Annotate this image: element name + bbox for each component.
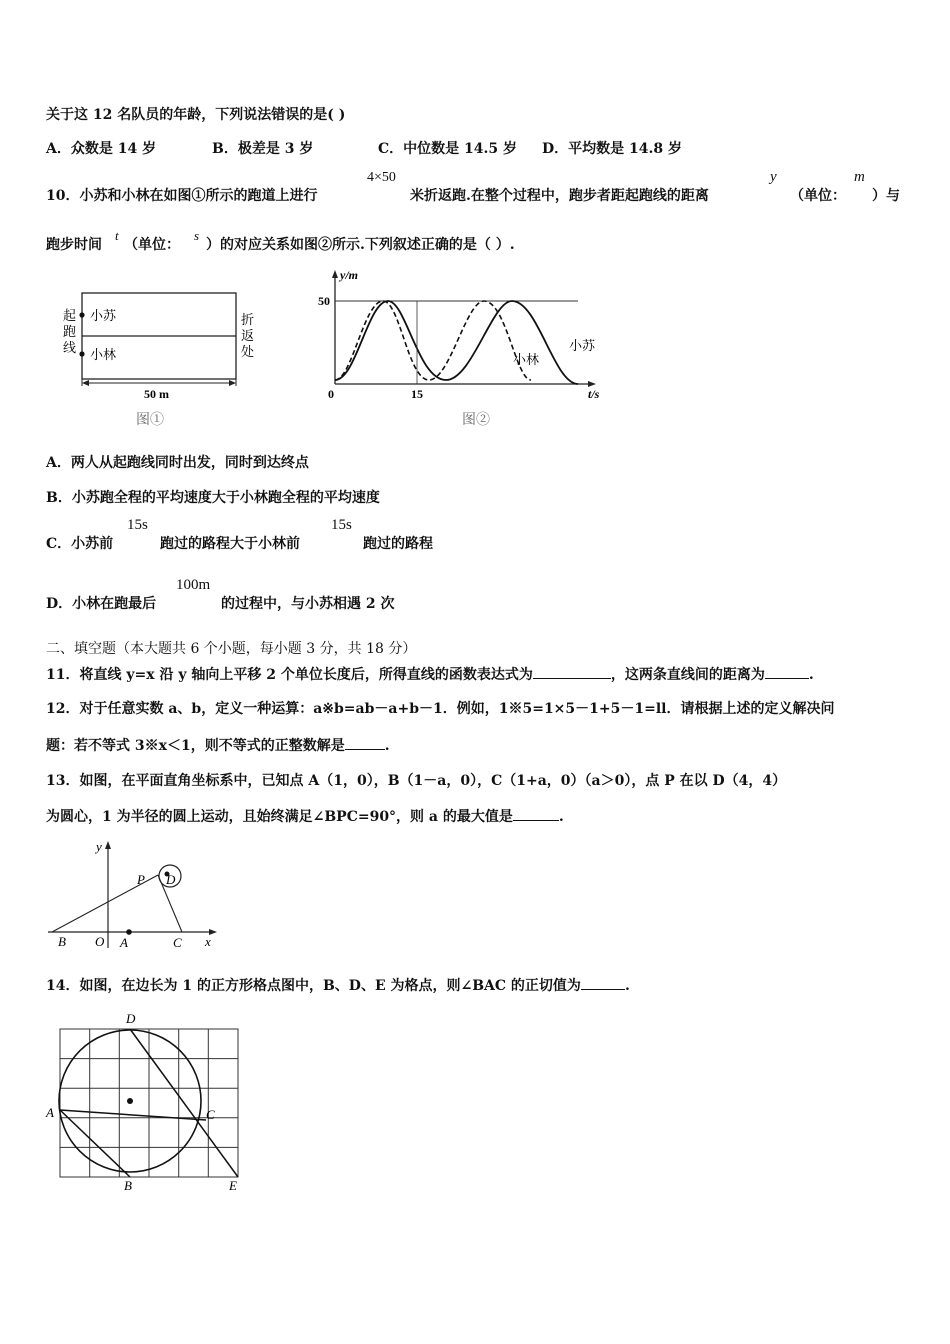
q10-fig1-lin-dot (79, 351, 84, 356)
q14-label-c: C (206, 1107, 215, 1122)
q14-grid (60, 1029, 238, 1177)
q10-option-c-part2: 跑过的路程大于小林前 (160, 536, 300, 552)
q12-line2-end: . (384, 738, 390, 754)
q10-fig1-turn-3: 处 (241, 344, 255, 359)
q13-blank[interactable] (513, 820, 559, 821)
q14-center-point (127, 1098, 133, 1104)
q10-text-part4: ）与 (872, 188, 900, 204)
q10-math-y: y (770, 169, 777, 185)
q14-text-part1: 14．如图，在边长为 1 的正方形格点图中，B、D、E 为格点，则∠BAC 的正切值为 (46, 978, 581, 994)
q13-label-y: y (96, 839, 102, 854)
q13-figure (46, 836, 226, 956)
q13-point-a (126, 929, 132, 935)
q10-text-part3: （单位： (790, 188, 846, 204)
q12-line1: 12．对于任意实数 a、b，定义一种运算：a※b=ab－a+b－1．例如，1※5=1×5－1+5－1=ll．请根据上述的定义解决问 (46, 701, 835, 717)
q13-line2-text: 为圆心，1 为半径的圆上运动，且始终满足∠BPC=90°，则 a 的最大值是 (46, 809, 513, 825)
q10-text-line2a: 跑步时间 (46, 237, 102, 253)
q14-label-e: E (229, 1178, 237, 1193)
q13-label-d: D (166, 872, 176, 887)
q10-fig1-runner-lin: 小林 (90, 347, 117, 362)
q14-figure (44, 1008, 254, 1198)
q10-fig1-start-2: 跑 (63, 324, 77, 339)
q10-fig1-su-dot (79, 312, 84, 317)
q14-label-d: D (126, 1011, 136, 1026)
q9-stem: 关于这 12 名队员的年龄，下列说法错误的是( ) (46, 107, 346, 123)
q10-fig1-runner-su: 小苏 (90, 308, 117, 323)
q10-option-c-part3: 跑过的路程 (363, 536, 433, 552)
q9-option-b: B．极差是 3 岁 (212, 141, 314, 157)
q10-option-d-part2: 的过程中，与小苏相遇 2 次 (221, 596, 395, 612)
q10-fig1-turn-1: 折 (241, 312, 255, 327)
q11-text-part3: . (808, 667, 814, 683)
q10-fig1-caption: 图① (136, 413, 164, 428)
q10-fig2-x15: 15 (411, 387, 423, 401)
q10-figure-2 (316, 266, 616, 432)
q10-fig2-ylabel: y/m (340, 268, 358, 282)
q12-line2-text: 题：若不等式 3※x＜1，则不等式的正整数解是 (46, 738, 345, 754)
q10-math-4x50: 4×50 (367, 170, 396, 185)
q13-label-p: P (137, 872, 145, 887)
q14-text-part2: . (624, 978, 630, 994)
q13-line2 (46, 806, 564, 826)
q10-fig1-start-1: 起 (63, 308, 77, 323)
q14-text (46, 975, 630, 995)
q10-option-d-part1: D．小林在跑最后 (46, 596, 157, 612)
q9-option-d: D．平均数是 14.8 岁 (542, 141, 682, 157)
q10-fig2-curve-lin (335, 301, 531, 380)
q13-line1: 13．如图，在平面直角坐标系中，已知点 A（1，0），B（1－a，0），C（1+a，0）（a＞0），点 P 在以 D（4，4） (46, 773, 787, 789)
q13-label-c: C (173, 935, 182, 950)
q10-fig2-xlabel: t/s (588, 387, 600, 401)
q12-blank[interactable] (345, 749, 385, 750)
q10-option-b: B．小苏跑全程的平均速度大于小林跑全程的平均速度 (46, 490, 380, 506)
q10-math-m: m (854, 169, 865, 185)
q10-option-c-part1: C．小苏前 (46, 536, 114, 552)
q11-blank-1[interactable] (533, 678, 611, 679)
q11-text (46, 664, 814, 684)
q13-line2-end: . (558, 809, 564, 825)
q11-blank-2[interactable] (765, 678, 809, 679)
q13-label-x: x (205, 934, 211, 949)
q10-option-c-math-1: 15s (127, 517, 148, 533)
q10-text-line2c: ）的对应关系如图②所示.下列叙述正确的是（ ）. (206, 237, 515, 253)
q10-fig2-caption: 图② (462, 413, 490, 428)
q11-text-part1: 11．将直线 y=x 沿 y 轴向上平移 2 个单位长度后，所得直线的函数表达式为 (46, 667, 533, 683)
q10-fig1-start-3: 线 (63, 340, 77, 355)
q10-math-s: s (194, 228, 200, 243)
section2-title: 二、填空题（本大题共 6 个小题，每小题 3 分，共 18 分） (46, 641, 417, 657)
q10-math-t: t (115, 228, 119, 243)
q10-option-a: A．两人从起跑线同时出发，同时到达终点 (46, 455, 309, 471)
q10-fig2-label-lin: 小林 (513, 352, 540, 367)
q10-text-part2: 米折返跑.在整个过程中，跑步者距起跑线的距离 (410, 188, 709, 204)
q9-option-c: C．中位数是 14.5 岁 (378, 141, 517, 157)
q10-text-part1: 10．小苏和小林在如图①所示的跑道上进行 (46, 188, 318, 204)
q14-label-a: A (46, 1105, 54, 1120)
q11-text-part2: ，这两条直线间的距离为 (610, 667, 765, 683)
q14-label-b: B (124, 1178, 132, 1193)
q13-label-a: A (120, 935, 128, 950)
q10-fig2-y50: 50 (318, 294, 330, 308)
q14-blank[interactable] (581, 989, 625, 990)
q10-figure-1 (58, 282, 278, 432)
q10-option-c-math-2: 15s (331, 517, 352, 533)
q10-fig2-curve-su (335, 301, 578, 384)
q10-option-d-math: 100m (176, 577, 211, 593)
q10-fig1-turn-2: 返 (241, 328, 255, 343)
q9-option-a: A．众数是 14 岁 (46, 141, 157, 157)
q10-text-line2b: （单位： (124, 237, 180, 253)
q10-fig2-x0: 0 (328, 387, 334, 401)
q10-fig1-length: 50 m (144, 387, 169, 401)
q13-label-o: O (95, 934, 105, 949)
q10-fig2-label-su: 小苏 (569, 338, 596, 353)
q13-label-b: B (58, 934, 66, 949)
q12-line2 (46, 735, 390, 755)
